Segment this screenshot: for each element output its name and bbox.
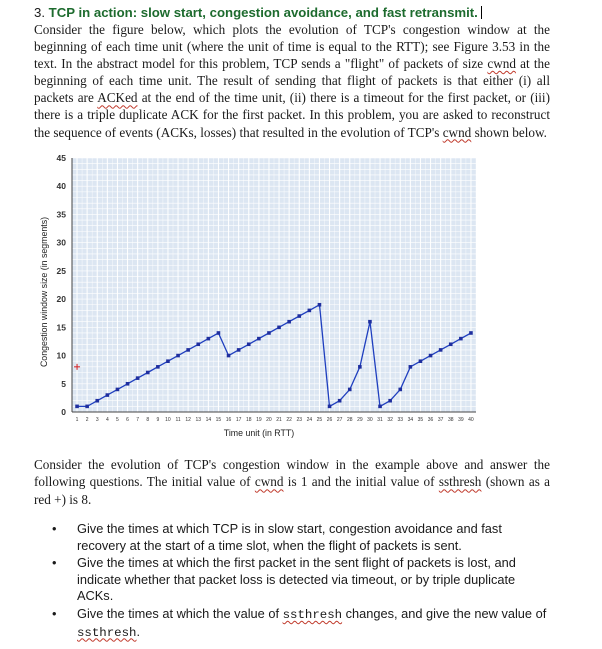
data-point xyxy=(166,359,170,363)
problem-title-text: TCP in action: slow start, congestion avoidance, and fast retransmit. xyxy=(48,5,478,20)
data-point xyxy=(217,331,221,335)
intro-text-2: at the beginning of each time unit. The result of sending that flight of packets is that either (i) all packets are xyxy=(34,56,550,106)
cwnd-term: cwnd xyxy=(487,56,516,72)
x-tick-label: 2 xyxy=(85,417,89,423)
data-point xyxy=(308,309,312,313)
x-tick-label: 26 xyxy=(326,417,333,423)
intro-text-4: shown below. xyxy=(471,124,547,140)
bullet: • xyxy=(52,521,57,536)
x-tick-label: 14 xyxy=(205,417,212,423)
x-tick-label: 12 xyxy=(185,417,191,423)
data-point xyxy=(227,354,231,358)
x-tick-label: 6 xyxy=(126,417,129,423)
intro-text-1: Consider the figure below, which plots the evolution of TCP's congestion window at the beginning of each time unit (where the unit of time is equal to the RTT); see Figure 3.53 in the text. In the abstract model for this problem, TCP sends a "flight" of packets of size xyxy=(34,22,550,72)
data-point xyxy=(277,326,281,330)
bullet: • xyxy=(52,605,57,621)
x-tick-label: 11 xyxy=(175,417,181,423)
y-axis-label: Congestion window size (in segments) xyxy=(39,216,49,368)
x-tick-label: 20 xyxy=(266,417,272,423)
problem-title xyxy=(34,4,594,21)
x-tick-label: 16 xyxy=(225,417,232,423)
question-1: Give the times at which TCP is in slow start, congestion avoidance and fast recovery at the start of a time slot, when the flight of packets is sent. xyxy=(77,521,502,553)
data-point xyxy=(287,320,291,324)
list-item xyxy=(34,555,554,605)
x-tick-label: 31 xyxy=(377,417,383,423)
data-point xyxy=(469,331,473,335)
x-tick-label: 23 xyxy=(296,417,303,423)
x-tick-label: 8 xyxy=(146,417,150,423)
data-point xyxy=(85,405,89,409)
data-point xyxy=(116,388,120,392)
question-2: Give the times at which the first packet in the sent flight of packets is lost, and indicate whether that packet loss is detected via timeout, or by triple duplicate ACKs. xyxy=(77,555,516,604)
ssthresh-code: ssthresh xyxy=(282,607,343,622)
y-tick-label: 5 xyxy=(61,378,66,389)
data-point xyxy=(207,337,211,341)
question-list xyxy=(34,521,554,642)
x-tick-label: 15 xyxy=(215,417,222,423)
x-tick-label: 18 xyxy=(245,417,252,423)
x-tick-label: 32 xyxy=(387,417,393,423)
question-3-text-3: . xyxy=(136,623,141,639)
x-tick-label: 25 xyxy=(316,417,323,423)
data-point xyxy=(378,405,382,409)
data-point xyxy=(247,342,251,346)
data-point xyxy=(257,337,261,341)
data-point xyxy=(318,303,322,307)
y-tick-label: 25 xyxy=(56,265,66,276)
data-point xyxy=(358,365,362,369)
y-tick-label: 0 xyxy=(61,407,66,417)
list-item xyxy=(34,521,554,554)
x-tick-label: 37 xyxy=(437,417,444,423)
y-tick-label: 40 xyxy=(56,181,66,192)
x-tick-label: 22 xyxy=(286,417,292,423)
data-point xyxy=(328,405,332,409)
data-point xyxy=(196,342,200,346)
data-point xyxy=(409,365,413,369)
data-point xyxy=(419,359,423,363)
data-point xyxy=(449,342,453,346)
x-tick-label: 19 xyxy=(256,417,262,423)
x-tick-label: 4 xyxy=(105,417,109,423)
bullet: • xyxy=(52,555,57,571)
data-point xyxy=(136,376,140,380)
y-tick-label: 45 xyxy=(56,153,66,163)
data-point xyxy=(106,393,110,397)
followup-text-2: is 1 and the initial value of xyxy=(283,474,439,490)
x-tick-label: 3 xyxy=(95,417,99,423)
x-tick-label: 36 xyxy=(427,417,434,423)
data-point xyxy=(95,399,99,403)
data-point xyxy=(398,388,402,392)
x-tick-label: 40 xyxy=(468,417,474,423)
x-tick-label: 30 xyxy=(367,417,373,423)
question-3-text-1: Give the times at which the value of xyxy=(77,605,283,621)
data-point xyxy=(75,405,79,409)
data-point xyxy=(348,388,352,392)
data-point xyxy=(459,337,463,341)
data-point xyxy=(146,371,150,375)
data-point xyxy=(176,354,180,358)
text-cursor xyxy=(481,6,482,19)
x-tick-label: 5 xyxy=(116,417,119,423)
x-tick-label: 1 xyxy=(75,417,79,423)
intro-text-3: at the end of the time unit, (ii) there is a timeout for the first packet, or (iii) there is a triple duplicate ACK for the first packet. In this problem, you are asked to reconstruct the sequence of events (ACKs, losses) that resulted in the evolution of TCP's xyxy=(34,90,550,140)
x-tick-label: 24 xyxy=(306,417,313,423)
y-tick-label: 30 xyxy=(56,237,66,248)
problem-number: 3. xyxy=(34,5,45,20)
data-point xyxy=(429,354,433,358)
intro-paragraph xyxy=(34,21,550,141)
y-tick-label: 35 xyxy=(56,209,66,220)
y-tick-label: 10 xyxy=(56,350,66,361)
ssthresh-code: ssthresh xyxy=(77,625,137,640)
data-point xyxy=(368,320,372,324)
followup-text-3: (shown as a red +) is 8. xyxy=(34,474,550,507)
x-tick-label: 34 xyxy=(407,417,414,423)
data-point xyxy=(126,382,130,386)
x-tick-label: 39 xyxy=(458,417,464,423)
data-point xyxy=(156,365,160,369)
cwnd-term: cwnd xyxy=(442,124,472,140)
x-axis-label: Time unit (in RTT) xyxy=(223,428,295,438)
x-tick-label: 28 xyxy=(346,417,353,423)
x-tick-label: 7 xyxy=(136,417,140,423)
y-tick-label: 15 xyxy=(56,322,66,333)
data-point xyxy=(186,348,190,352)
list-item xyxy=(34,606,554,641)
data-point xyxy=(338,399,342,403)
x-tick-label: 27 xyxy=(336,417,343,423)
question-3-text-2: changes, and give the new value of xyxy=(342,605,547,621)
data-point xyxy=(237,348,241,352)
x-tick-label: 9 xyxy=(156,417,160,423)
x-tick-label: 13 xyxy=(195,417,202,423)
x-tick-label: 10 xyxy=(165,417,171,423)
data-point xyxy=(297,314,301,318)
x-tick-label: 17 xyxy=(235,417,242,423)
x-tick-label: 29 xyxy=(357,417,363,423)
followup-paragraph xyxy=(34,456,550,508)
acked-term: ACKed xyxy=(97,90,138,106)
data-point xyxy=(439,348,443,352)
data-point xyxy=(267,331,271,335)
x-tick-label: 38 xyxy=(447,417,454,423)
cwnd-term: cwnd xyxy=(254,474,284,490)
data-point xyxy=(388,399,392,403)
ssthresh-term: ssthresh xyxy=(438,474,482,490)
x-tick-label: 33 xyxy=(397,417,404,423)
x-tick-label: 21 xyxy=(276,417,282,423)
cwnd-chart xyxy=(34,152,484,442)
x-tick-label: 35 xyxy=(417,417,424,423)
y-tick-label: 20 xyxy=(56,294,66,305)
followup-text-1: Consider the evolution of TCP's congestion window in the example above and answer the following questions. The initial value of xyxy=(34,457,550,490)
